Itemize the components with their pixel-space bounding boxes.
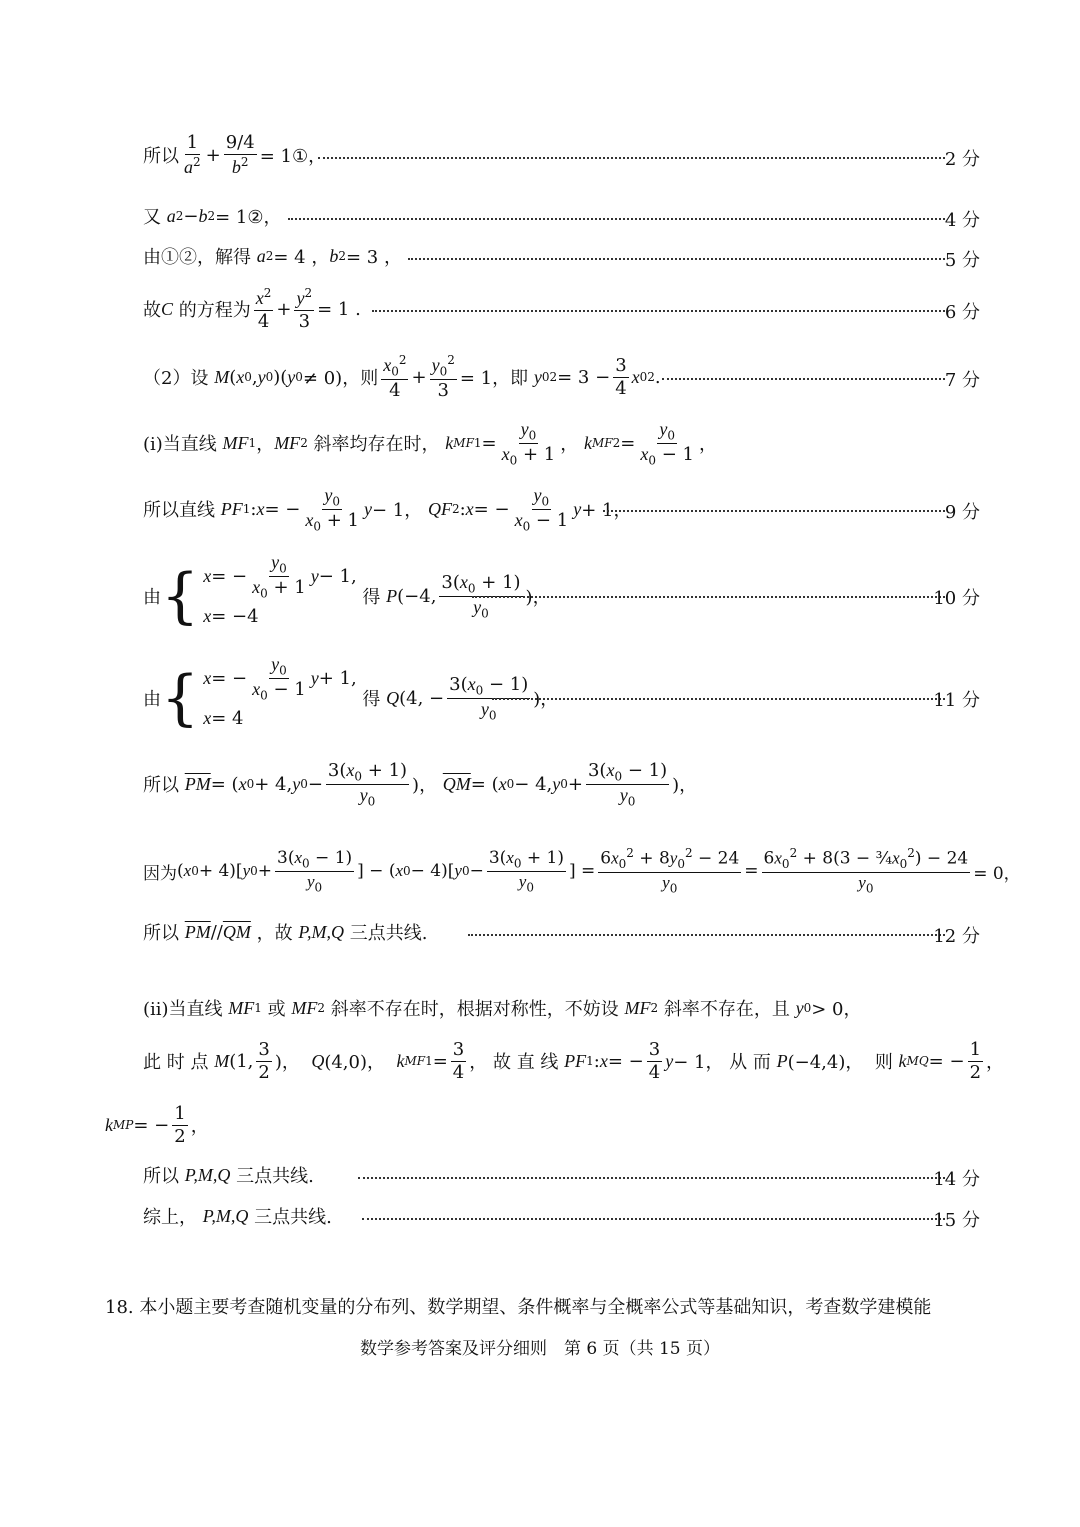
line-4: 故 C 的方程为 $\frac{x^2}{4}$ + $\frac{y^2}{3}$ = 1 . 6 分 xyxy=(143,285,980,332)
line-content: 所以 $\frac{1}{a^2}$ + $\frac{9/4}{b^2}$ = 1①， xyxy=(143,131,327,177)
line-15: k MP = − $\frac{1}{2}$ ， xyxy=(105,1102,209,1147)
line-10: 所以 $\overline{PM}$ = ( x 0 + 4, y 0 − $\frac{3(x_0 + 1)}{y_0}$ )， $\overline{QM}$ = ( x 0 − 4, y 0 + $\frac{3(x_0 - 1)}{y_0}$ )， xyxy=(143,759,698,809)
line-9: 由 { x = − $\frac{y_0}{x_0 - 1}$ y + 1, x = 4 得 Q (4, − $\frac{3(x_0 - 1)}{y_0}$ )， 11 分 xyxy=(143,653,980,733)
line-7: 所以直线 PF 1 : x = − $\frac{y_0}{x_0 + 1}$ y − 1， QF 2 : x = − $\frac{y_0}{x_0 - 1}$ y + 1， 9 分 xyxy=(143,484,980,534)
score: 4 分 xyxy=(944,210,980,231)
line-5: （2）设 M ( x 0 , y 0 )( y 0 ≠ 0)，则 $\frac{x_0^2}{4}$ + $\frac{y_0^2}{3}$ = 1，即 y 0 2 = 3 − $\frac{3}{4}$ x 0 2 . 7 分 xyxy=(143,352,980,401)
line-12: 所以 $\overline{PM}$ // $\overline{QM}$ ，故 P,M,Q 三点共线. 12 分 xyxy=(143,921,980,947)
page-footer: 数学参考答案及评分细则 第 6 页（共 15 页） xyxy=(359,1339,721,1359)
score: 9 分 xyxy=(944,502,980,523)
line-6: (i)当直线 MF 1 ， MF 2 斜率均存在时， k MF1 = $\frac{y_0}{x_0 + 1}$ ， k MF2 = $\frac{y_0}{x_0 - 1}$ ， xyxy=(143,418,717,468)
line-1 xyxy=(0,131,1080,177)
line-13: (ii)当直线 MF 1 或 MF 2 斜率不存在时，根据对称性，不妨设 MF 2 斜率不存在，且 y 0 > 0， xyxy=(143,997,862,1020)
score: 10 分 xyxy=(933,588,980,609)
line-3: 由①②，解得 a 2 = 4 ， b 2 = 3 ， 5 分 xyxy=(143,245,980,271)
score: 14 分 xyxy=(933,1169,980,1190)
line-16: 所以 P,M,Q 三点共线. 14 分 xyxy=(143,1164,980,1190)
score: 11 分 xyxy=(933,690,980,711)
score: 2 分 xyxy=(944,149,980,170)
line-8: 由 { x = − $\frac{y_0}{x_0 + 1}$ y − 1, x = −4 得 P (−4, $\frac{3(x_0 + 1)}{y_0}$ )， 10 分 xyxy=(143,551,980,631)
score: 7 分 xyxy=(944,370,980,391)
question-18-intro: 18. 本小题主要考查随机变量的分布列、数学期望、条件概率与全概率公式等基础知识，考查数学建模能 xyxy=(105,1297,932,1318)
score: 15 分 xyxy=(933,1210,980,1231)
score: 6 分 xyxy=(944,302,980,323)
line-14: 此 时 点 M (1, $\frac{3}{2}$ )， Q (4,0)， k MF1 = $\frac{3}{4}$ ， 故 直 线 PF 1 : x = − $\frac{3}{4}$ y − 1， 从 而 P (−4,4)， 则 k MQ = − $\frac{1}{2}$ ， xyxy=(143,1038,1005,1083)
line-11: 因为 ( x 0 + 4)[ y 0 + $\frac{3(x_0 - 1)}{y_0}$ ] − ( x 0 − 4)[ y 0 − $\frac{3(x_0 + 1)}{y_0}$ ] = $\frac{6x_0^2 + 8y_0^2 - 24}{y_0}$ = $\frac{6x_0^2 + 8(3 - \frac{3}{4}x_0^2) - 24}{y_0}$ = 0， xyxy=(143,846,1021,896)
line-2: 又 a 2 − b 2 = 1②， 4 分 xyxy=(143,205,980,231)
score: 5 分 xyxy=(944,250,980,271)
line-17: 综上， P,M,Q 三点共线. 15 分 xyxy=(143,1205,980,1231)
score: 12 分 xyxy=(933,926,980,947)
